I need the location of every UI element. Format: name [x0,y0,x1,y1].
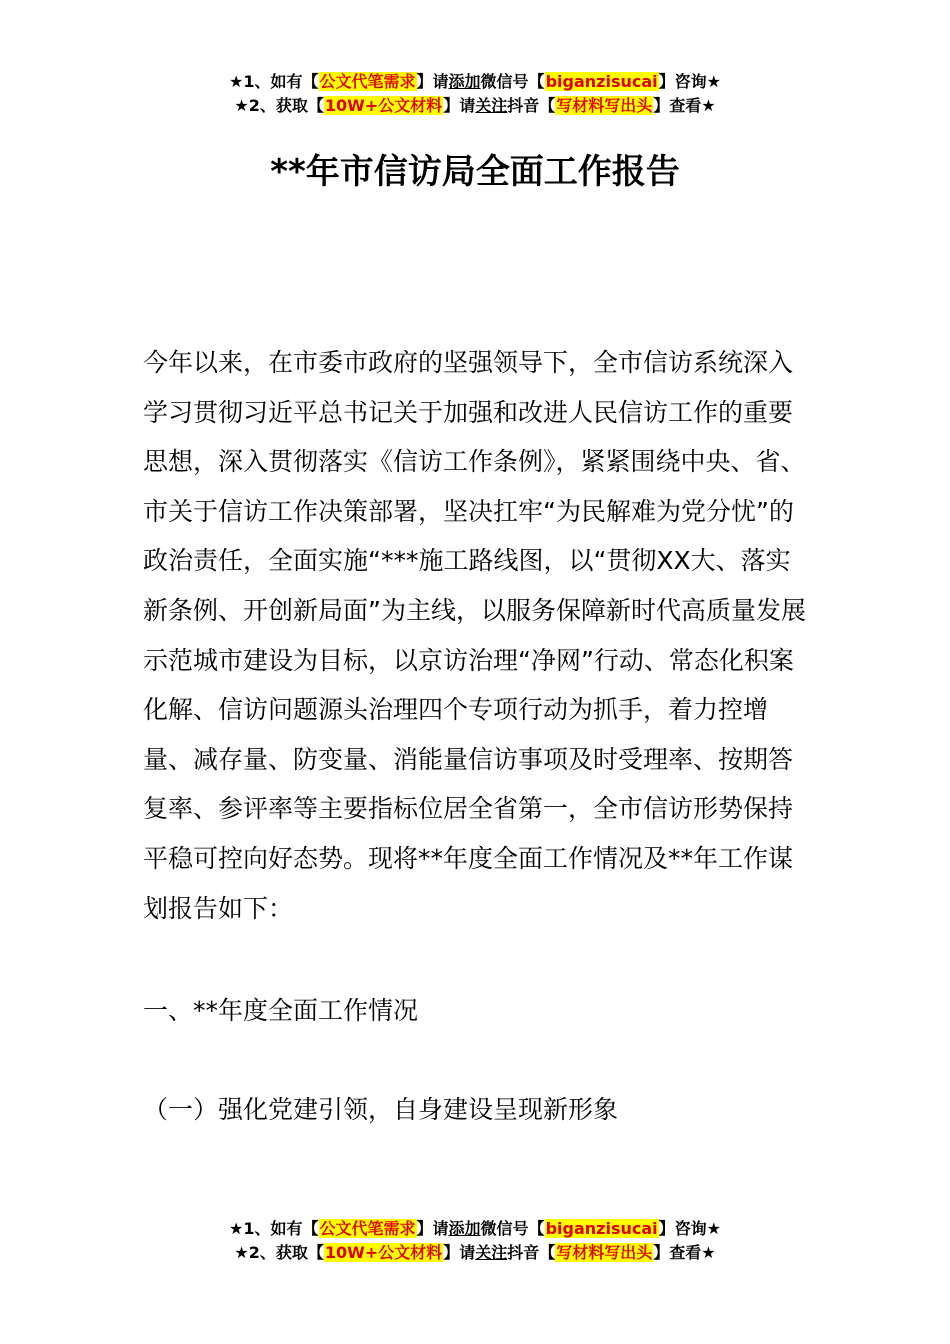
banner-highlight-service: 公文代笔需求 [319,1219,416,1238]
banner-line-2 [0,94,950,118]
banner-text: ★2、获取【 [234,1243,324,1262]
intro-paragraph: 今年以来，在市委市政府的坚强领导下，全市信访系统深入学习贯彻习近平总书记关于加强和改进人民信访工作的重要思想，深入贯彻落实《信访工作条例》，紧紧围绕中央、省、市关于信访工作决策部署，坚决扛牢“为民解难为党分忧”的政治责任，全面实施“***施工路线图，以“贯彻XX大、落实新条例、开创新局面”为主线，以服务保障新时代高质量发展示范城市建设为目标，以京访治理“净网”行动、常态化积案化解、信访问题源头治理四个专项行动为抓手，着力控增量、减存量、防变量、消能量信访事项及时受理率、按期答复率、参评率等主要指标位居全省第一，全市信访形势保持平稳可控向好态势。现将**年度全面工作情况及**年工作谋划报告如下： [143,348,806,923]
banner-highlight-service: 公文代笔需求 [319,72,416,91]
banner-highlight-materials: 10W+公文材料 [324,96,443,115]
banner-text: 】请 [443,96,476,115]
banner-text: ★2、获取【 [234,96,324,115]
subsection-heading-1: （一）强化党建引领，自身建设呈现新形象 [143,1095,619,1124]
banner-text: ★1、如有【 [229,1219,319,1238]
document-title: **年市信访局全面工作报告 [270,152,680,192]
banner-text: 】请 [416,72,449,91]
banner-text: 】查看★ [653,96,716,115]
banner-highlight-wechat-id: biganzisucai [545,72,658,91]
banner-line-2 [0,1241,950,1265]
banner-highlight-douyin: 写材料写出头 [556,1243,653,1262]
banner-highlight-douyin: 写材料写出头 [556,96,653,115]
top-banner [0,70,950,118]
banner-text: 抖音【 [507,96,556,115]
banner-text: 微信号【 [480,1219,545,1238]
banner-highlight-materials: 10W+公文材料 [324,1243,443,1262]
banner-line-1 [0,70,950,94]
banner-text: 微信号【 [480,72,545,91]
banner-text: 】咨询★ [658,72,721,91]
banner-underline-add: 添加 [448,72,481,91]
banner-text: 】咨询★ [658,1219,721,1238]
banner-text: 】请 [416,1219,449,1238]
banner-underline-follow: 关注 [475,96,508,115]
banner-line-1 [0,1217,950,1241]
banner-underline-add: 添加 [448,1219,481,1238]
banner-highlight-wechat-id: biganzisucai [545,1219,658,1238]
banner-text: 】查看★ [653,1243,716,1262]
banner-text: 抖音【 [507,1243,556,1262]
banner-underline-follow: 关注 [475,1243,508,1262]
banner-text: 】请 [443,1243,476,1262]
section-heading-1: 一、**年度全面工作情况 [143,996,419,1025]
banner-text: ★1、如有【 [229,72,319,91]
bottom-banner [0,1217,950,1265]
